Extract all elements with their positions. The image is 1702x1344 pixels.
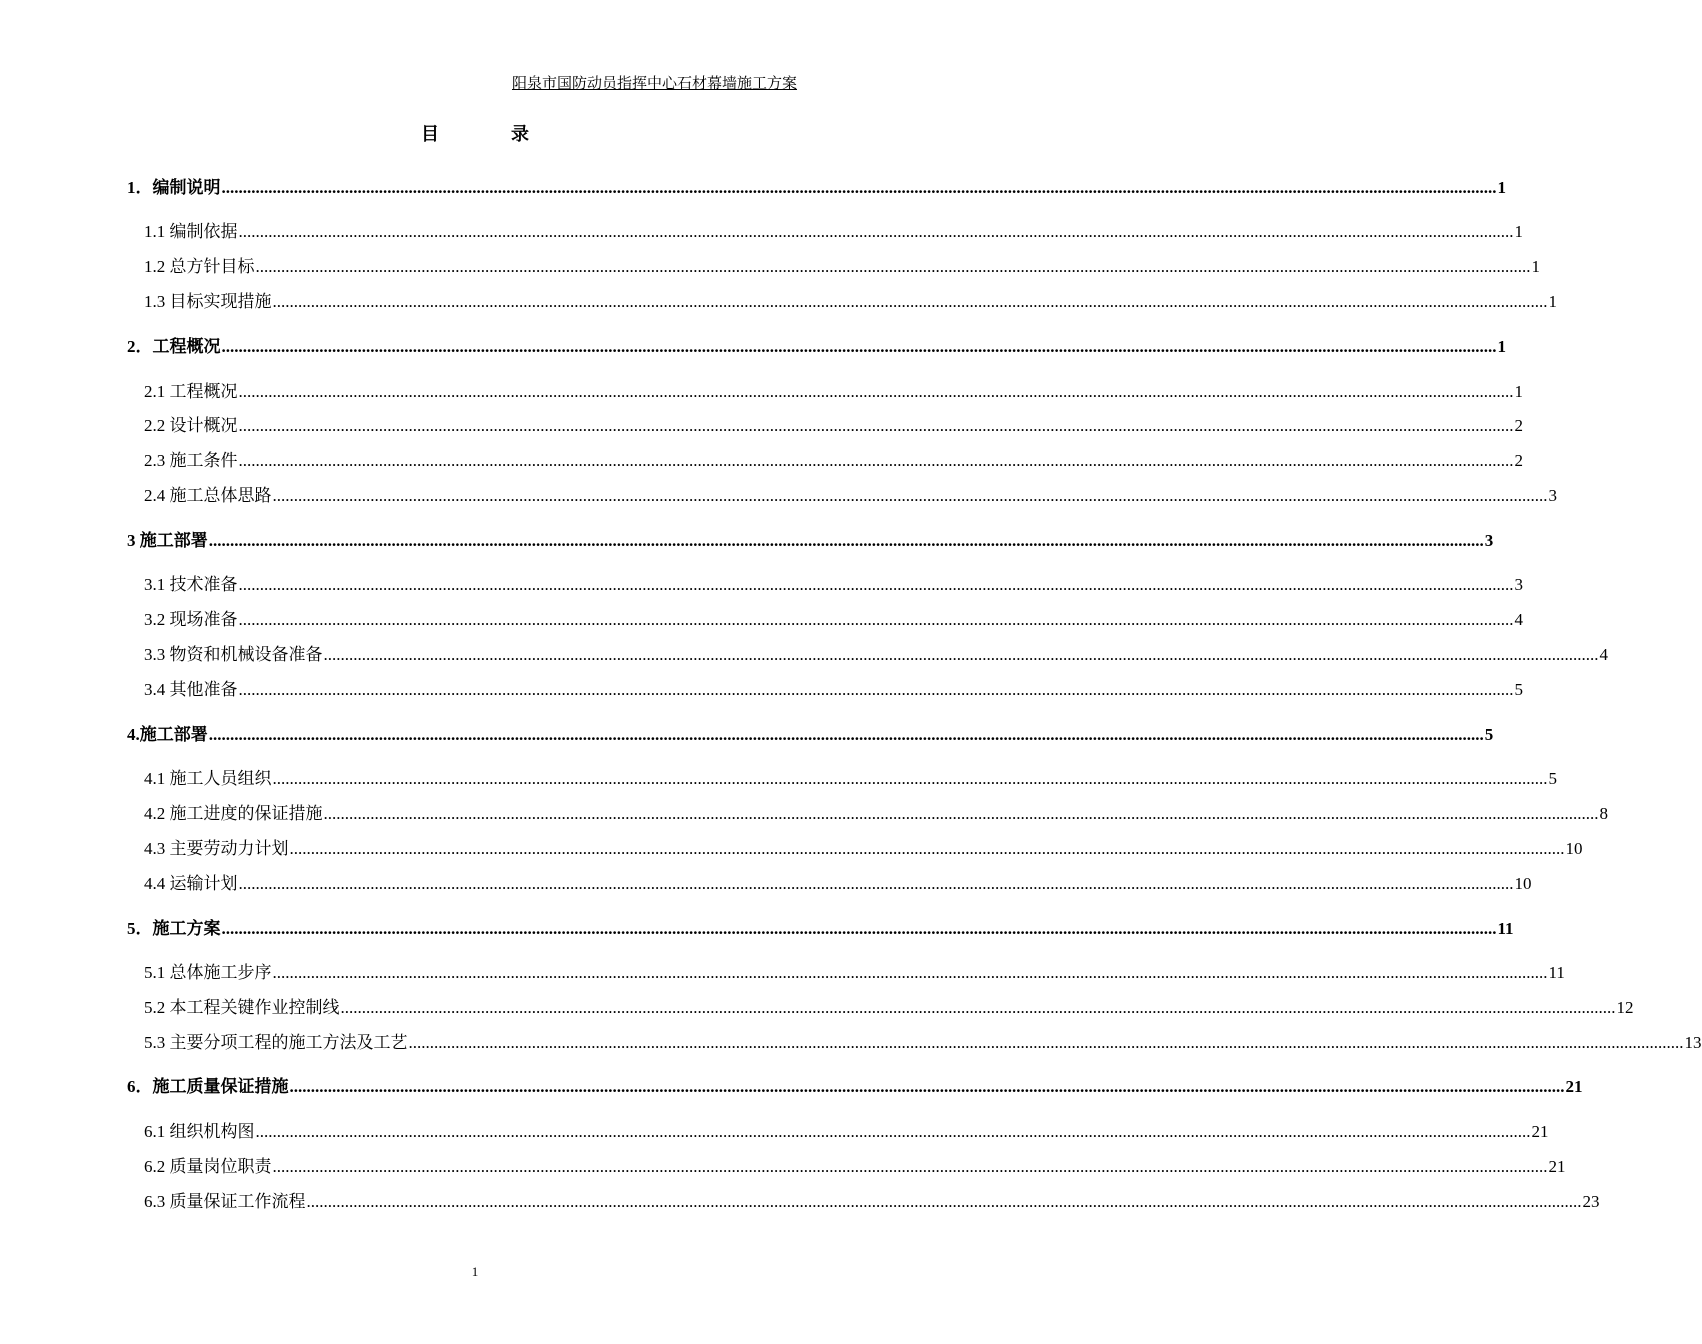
toc-dot-leader: ............................................................................................................................................................................................................................................................................................................: [238, 575, 1514, 594]
toc-entry-page-number: 1: [1531, 257, 1540, 276]
toc-dot-leader: ............................................................................................................................................................................................................................................................................................................: [221, 337, 1497, 356]
toc-subsection-entry[interactable]: [144, 570, 1523, 595]
toc-dot-leader: ............................................................................................................................................................................................................................................................................................................: [306, 1192, 1582, 1211]
toc-title-part2: 录: [511, 124, 529, 144]
toc-dot-leader: ............................................................................................................................................................................................................................................................................................................: [221, 919, 1497, 938]
toc-entry-label: 6．施工质量保证措施: [127, 1077, 289, 1096]
toc-entry-label: 6.2 质量岗位职责: [144, 1157, 272, 1176]
toc-subsection-entry[interactable]: [144, 869, 1532, 894]
toc-entry-page-number: 12: [1616, 998, 1634, 1017]
toc-entry-page-number: 4: [1599, 645, 1608, 664]
toc-entry-page-number: 2: [1514, 451, 1523, 470]
toc-entry-page-number: 3: [1484, 531, 1494, 550]
toc-subsection-entry[interactable]: [144, 1117, 1549, 1142]
toc-subsection-entry[interactable]: [144, 252, 1540, 277]
toc-dot-leader: ............................................................................................................................................................................................................................................................................................................: [238, 451, 1514, 470]
toc-entry-label: 2．工程概况: [127, 337, 221, 356]
toc-dot-leader: ............................................................................................................................................................................................................................................................................................................: [255, 1122, 1531, 1141]
toc-entry-label: 2.4 施工总体思路: [144, 486, 272, 505]
toc-entry-page-number: 5: [1484, 725, 1494, 744]
toc-entry-label: 3.2 现场准备: [144, 610, 238, 629]
toc-entry-label: 1.1 编制依据: [144, 222, 238, 241]
toc-subsection-entry[interactable]: [144, 834, 1583, 859]
toc-dot-leader: ............................................................................................................................................................................................................................................................................................................: [238, 874, 1514, 893]
toc-dot-leader: ............................................................................................................................................................................................................................................................................................................: [238, 382, 1514, 401]
toc-section-entry[interactable]: [127, 332, 1506, 357]
toc-subsection-entry[interactable]: [144, 1187, 1600, 1212]
toc-entry-page-number: 21: [1565, 1077, 1583, 1096]
toc-entry-label: 6.3 质量保证工作流程: [144, 1192, 306, 1211]
toc-entry-page-number: 3: [1548, 486, 1557, 505]
toc-entry-page-number: 8: [1599, 804, 1608, 823]
toc-subsection-entry[interactable]: [144, 287, 1557, 312]
toc-entry-label: 2.3 施工条件: [144, 451, 238, 470]
toc-subsection-entry[interactable]: [144, 675, 1523, 700]
toc-entry-label: 3 施工部署: [127, 531, 208, 550]
toc-entry-page-number: 1: [1548, 292, 1557, 311]
toc-dot-leader: ............................................................................................................................................................................................................................................................................................................: [289, 839, 1565, 858]
toc-entry-page-number: 10: [1565, 839, 1583, 858]
toc-entry-page-number: 2: [1514, 416, 1523, 435]
toc-section-entry[interactable]: [127, 526, 1494, 551]
toc-dot-leader: ............................................................................................................................................................................................................................................................................................................: [221, 178, 1497, 197]
toc-dot-leader: ............................................................................................................................................................................................................................................................................................................: [238, 416, 1514, 435]
toc-entry-page-number: 5: [1514, 680, 1523, 699]
toc-entry-label: 5.1 总体施工步序: [144, 963, 272, 982]
toc-entry-label: 2.1 工程概况: [144, 382, 238, 401]
toc-entry-label: 2.2 设计概况: [144, 416, 238, 435]
toc-entry-label: 3.3 物资和机械设备准备: [144, 645, 323, 664]
toc-subsection-entry[interactable]: [144, 446, 1523, 471]
toc-entry-page-number: 5: [1548, 769, 1557, 788]
toc-subsection-entry[interactable]: [144, 377, 1523, 402]
toc-entry-label: 4.4 运输计划: [144, 874, 238, 893]
toc-subsection-entry[interactable]: [144, 1152, 1566, 1177]
toc-dot-leader: ............................................................................................................................................................................................................................................................................................................: [272, 963, 1548, 982]
toc-entry-label: 4.1 施工人员组织: [144, 769, 272, 788]
toc-subsection-entry[interactable]: [144, 217, 1523, 242]
toc-subsection-entry[interactable]: [144, 1028, 1702, 1053]
toc-dot-leader: ............................................................................................................................................................................................................................................................................................................: [272, 292, 1548, 311]
toc-dot-leader: ............................................................................................................................................................................................................................................................................................................: [255, 257, 1531, 276]
toc-entry-page-number: 3: [1514, 575, 1523, 594]
toc-section-entry[interactable]: [127, 720, 1494, 745]
toc-title-part1: 目: [421, 124, 439, 144]
toc-dot-leader: ............................................................................................................................................................................................................................................................................................................: [238, 610, 1514, 629]
toc-dot-leader: ............................................................................................................................................................................................................................................................................................................: [238, 222, 1514, 241]
toc-entry-label: 5.2 本工程关键作业控制线: [144, 998, 340, 1017]
toc-subsection-entry[interactable]: [144, 411, 1523, 436]
page-number: 1: [471, 1264, 479, 1279]
toc-subsection-entry[interactable]: [144, 799, 1608, 824]
toc-entry-label: 5.3 主要分项工程的施工方法及工艺: [144, 1033, 408, 1052]
toc-section-entry[interactable]: [127, 1072, 1583, 1097]
toc-dot-leader: ............................................................................................................................................................................................................................................................................................................: [340, 998, 1616, 1017]
toc-dot-leader: ............................................................................................................................................................................................................................................................................................................: [208, 725, 1484, 744]
toc-entry-page-number: 1: [1514, 382, 1523, 401]
toc-subsection-entry[interactable]: [144, 764, 1557, 789]
toc-entry-page-number: 4: [1514, 610, 1523, 629]
toc-dot-leader: ............................................................................................................................................................................................................................................................................................................: [323, 804, 1599, 823]
toc-entry-label: 3.4 其他准备: [144, 680, 238, 699]
toc-entry-label: 4.施工部署: [127, 725, 208, 744]
toc-dot-leader: ............................................................................................................................................................................................................................................................................................................: [272, 486, 1548, 505]
toc-entry-label: 1．编制说明: [127, 178, 221, 197]
toc-section-entry[interactable]: [127, 173, 1506, 198]
toc-entry-label: 5．施工方案: [127, 919, 221, 938]
toc-entry-page-number: 21: [1531, 1122, 1549, 1141]
toc-subsection-entry[interactable]: [144, 993, 1634, 1018]
toc-dot-leader: ............................................................................................................................................................................................................................................................................................................: [272, 1157, 1548, 1176]
toc-entry-label: 1.3 目标实现措施: [144, 292, 272, 311]
toc-entry-page-number: 1: [1497, 337, 1506, 356]
toc-entry-label: 1.2 总方针目标: [144, 257, 255, 276]
running-header: 阳泉市国防动员指挥中心石材幕墙施工方案: [512, 74, 798, 92]
toc-dot-leader: ............................................................................................................................................................................................................................................................................................................: [208, 531, 1484, 550]
toc-entry-page-number: 11: [1497, 919, 1514, 938]
toc-subsection-entry[interactable]: [144, 605, 1523, 630]
toc-dot-leader: ............................................................................................................................................................................................................................................................................................................: [272, 769, 1548, 788]
toc-dot-leader: ............................................................................................................................................................................................................................................................................................................: [323, 645, 1599, 664]
toc-subsection-entry[interactable]: [144, 481, 1557, 506]
toc-dot-leader: ............................................................................................................................................................................................................................................................................................................: [238, 680, 1514, 699]
toc-entry-page-number: 10: [1514, 874, 1532, 893]
toc-entry-page-number: 23: [1582, 1192, 1600, 1211]
toc-entry-page-number: 11: [1548, 963, 1565, 982]
toc-entry-page-number: 1: [1497, 178, 1506, 197]
toc-entry-label: 3.1 技术准备: [144, 575, 238, 594]
toc-entry-page-number: 1: [1514, 222, 1523, 241]
toc-entry-page-number: 21: [1548, 1157, 1566, 1176]
toc-subsection-entry[interactable]: [144, 640, 1608, 665]
toc-dot-leader: ............................................................................................................................................................................................................................................................................................................: [408, 1033, 1684, 1052]
toc-title: [0, 120, 950, 146]
toc-subsection-entry[interactable]: [144, 958, 1565, 983]
toc-section-entry[interactable]: [127, 914, 1514, 939]
toc-entry-label: 6.1 组织机构图: [144, 1122, 255, 1141]
toc-dot-leader: ............................................................................................................................................................................................................................................................................................................: [289, 1077, 1565, 1096]
toc-entry-label: 4.2 施工进度的保证措施: [144, 804, 323, 823]
toc-entry-page-number: 13: [1684, 1033, 1702, 1052]
toc-entry-label: 4.3 主要劳动力计划: [144, 839, 289, 858]
